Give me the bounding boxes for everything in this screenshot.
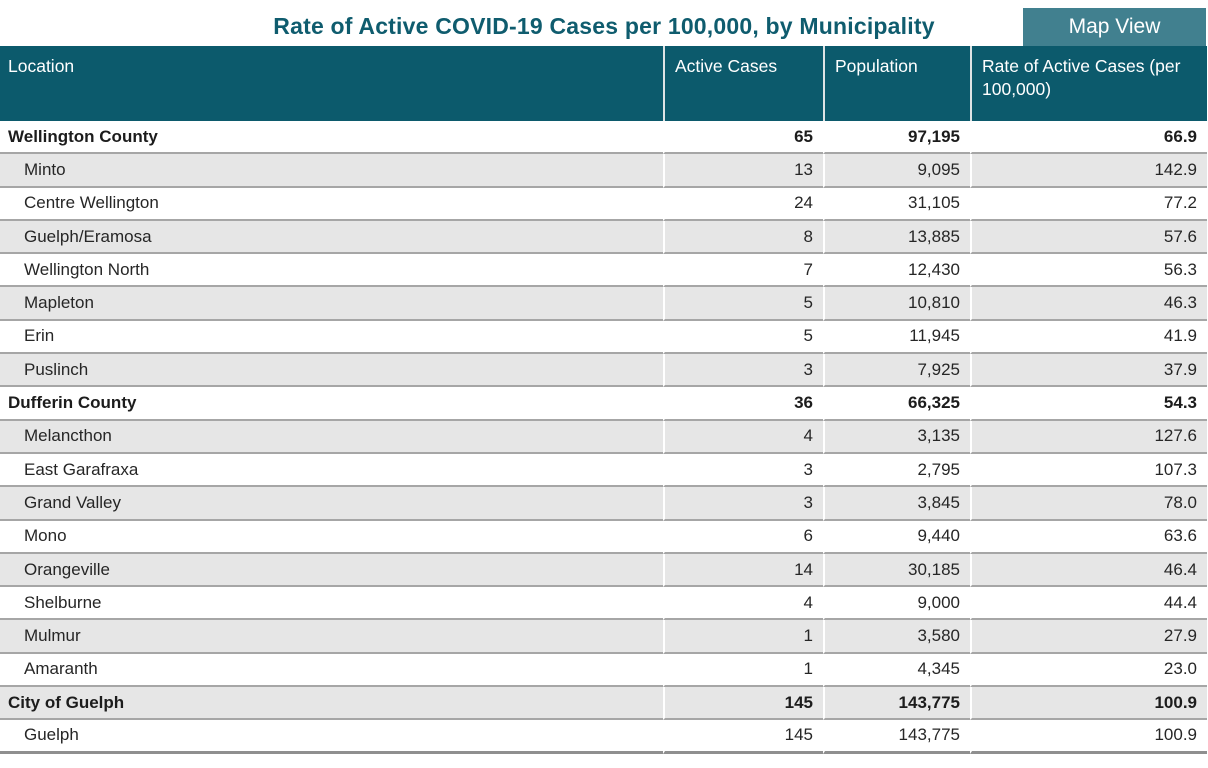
- cell-rate: 44.4: [970, 587, 1207, 620]
- cell-population: 143,775: [823, 720, 970, 753]
- cell-population: 9,095: [823, 154, 970, 187]
- title-bar: [0, 0, 1208, 46]
- cell-rate: 78.0: [970, 487, 1207, 520]
- cell-rate: 27.9: [970, 620, 1207, 653]
- cell-population: 7,925: [823, 354, 970, 387]
- column-header-population[interactable]: Population: [823, 46, 970, 121]
- column-header-active-cases[interactable]: Active Cases: [663, 46, 823, 121]
- cell-rate: 107.3: [970, 454, 1207, 487]
- cell-rate: 41.9: [970, 321, 1207, 354]
- table-row[interactable]: [0, 321, 1207, 354]
- cell-rate: 66.9: [970, 121, 1207, 154]
- cell-active-cases: 3: [663, 454, 823, 487]
- cell-active-cases: 6: [663, 521, 823, 554]
- cell-rate: 46.3: [970, 287, 1207, 320]
- cell-active-cases: 36: [663, 387, 823, 420]
- cell-active-cases: 14: [663, 554, 823, 587]
- cell-active-cases: 145: [663, 720, 823, 753]
- cell-location: City of Guelph: [0, 687, 663, 720]
- cell-population: 3,135: [823, 421, 970, 454]
- cell-active-cases: 13: [663, 154, 823, 187]
- cell-active-cases: 4: [663, 421, 823, 454]
- table-row[interactable]: [0, 254, 1207, 287]
- cell-active-cases: 24: [663, 188, 823, 221]
- cell-population: 11,945: [823, 321, 970, 354]
- cell-active-cases: 8: [663, 221, 823, 254]
- cell-rate: 37.9: [970, 354, 1207, 387]
- cell-rate: 100.9: [970, 720, 1207, 753]
- cell-rate: 100.9: [970, 687, 1207, 720]
- header-row: [0, 46, 1207, 121]
- table-row[interactable]: [0, 487, 1207, 520]
- cell-population: 30,185: [823, 554, 970, 587]
- cell-population: 9,000: [823, 587, 970, 620]
- cell-location: Puslinch: [0, 354, 663, 387]
- cell-population: 3,580: [823, 620, 970, 653]
- cell-rate: 63.6: [970, 521, 1207, 554]
- table-row[interactable]: [0, 221, 1207, 254]
- cell-location: Amaranth: [0, 654, 663, 687]
- cell-location: Shelburne: [0, 587, 663, 620]
- cell-population: 3,845: [823, 487, 970, 520]
- cell-rate: 46.4: [970, 554, 1207, 587]
- map-view-button[interactable]: Map View: [1023, 8, 1206, 46]
- cell-location: Melancthon: [0, 421, 663, 454]
- table-row[interactable]: [0, 554, 1207, 587]
- cell-active-cases: 7: [663, 254, 823, 287]
- cell-location: Erin: [0, 321, 663, 354]
- cell-active-cases: 3: [663, 354, 823, 387]
- cell-active-cases: 3: [663, 487, 823, 520]
- cell-location: Centre Wellington: [0, 188, 663, 221]
- cell-active-cases: 5: [663, 321, 823, 354]
- table-body: [0, 121, 1207, 754]
- table-row[interactable]: [0, 421, 1207, 454]
- table-row-group[interactable]: [0, 687, 1207, 720]
- cell-rate: 56.3: [970, 254, 1207, 287]
- column-header-location[interactable]: Location: [0, 46, 663, 121]
- table-row[interactable]: [0, 454, 1207, 487]
- cell-active-cases: 1: [663, 654, 823, 687]
- cell-location: Minto: [0, 154, 663, 187]
- covid-rates-table: [0, 46, 1207, 754]
- cell-location: Grand Valley: [0, 487, 663, 520]
- cell-population: 31,105: [823, 188, 970, 221]
- cell-location: Guelph: [0, 720, 663, 753]
- cell-location: Guelph/Eramosa: [0, 221, 663, 254]
- cell-population: 9,440: [823, 521, 970, 554]
- table-row[interactable]: [0, 720, 1207, 753]
- cell-population: 97,195: [823, 121, 970, 154]
- cell-rate: 142.9: [970, 154, 1207, 187]
- cell-population: 66,325: [823, 387, 970, 420]
- table-row[interactable]: [0, 154, 1207, 187]
- cell-active-cases: 145: [663, 687, 823, 720]
- table-row[interactable]: [0, 587, 1207, 620]
- cell-location: Wellington County: [0, 121, 663, 154]
- cell-rate: 57.6: [970, 221, 1207, 254]
- cell-population: 143,775: [823, 687, 970, 720]
- cell-active-cases: 5: [663, 287, 823, 320]
- cell-population: 12,430: [823, 254, 970, 287]
- table-row[interactable]: [0, 620, 1207, 653]
- table-row-group[interactable]: [0, 387, 1207, 420]
- table-row[interactable]: [0, 521, 1207, 554]
- page-title: Rate of Active COVID-19 Cases per 100,000, by Municipality: [273, 13, 935, 39]
- cell-location: Orangeville: [0, 554, 663, 587]
- cell-location: Mono: [0, 521, 663, 554]
- cell-active-cases: 65: [663, 121, 823, 154]
- table-row[interactable]: [0, 188, 1207, 221]
- cell-rate: 127.6: [970, 421, 1207, 454]
- cell-active-cases: 4: [663, 587, 823, 620]
- cell-rate: 54.3: [970, 387, 1207, 420]
- table-row[interactable]: [0, 354, 1207, 387]
- table-row-group[interactable]: [0, 121, 1207, 154]
- cell-location: East Garafraxa: [0, 454, 663, 487]
- cell-population: 10,810: [823, 287, 970, 320]
- table-row[interactable]: [0, 654, 1207, 687]
- cell-rate: 23.0: [970, 654, 1207, 687]
- cell-population: 13,885: [823, 221, 970, 254]
- table-row[interactable]: [0, 287, 1207, 320]
- cell-location: Wellington North: [0, 254, 663, 287]
- cell-population: 2,795: [823, 454, 970, 487]
- cell-rate: 77.2: [970, 188, 1207, 221]
- cell-location: Mulmur: [0, 620, 663, 653]
- cell-active-cases: 1: [663, 620, 823, 653]
- column-header-rate[interactable]: Rate of Active Cases (per 100,000): [970, 46, 1207, 121]
- cell-population: 4,345: [823, 654, 970, 687]
- cell-location: Dufferin County: [0, 387, 663, 420]
- cell-location: Mapleton: [0, 287, 663, 320]
